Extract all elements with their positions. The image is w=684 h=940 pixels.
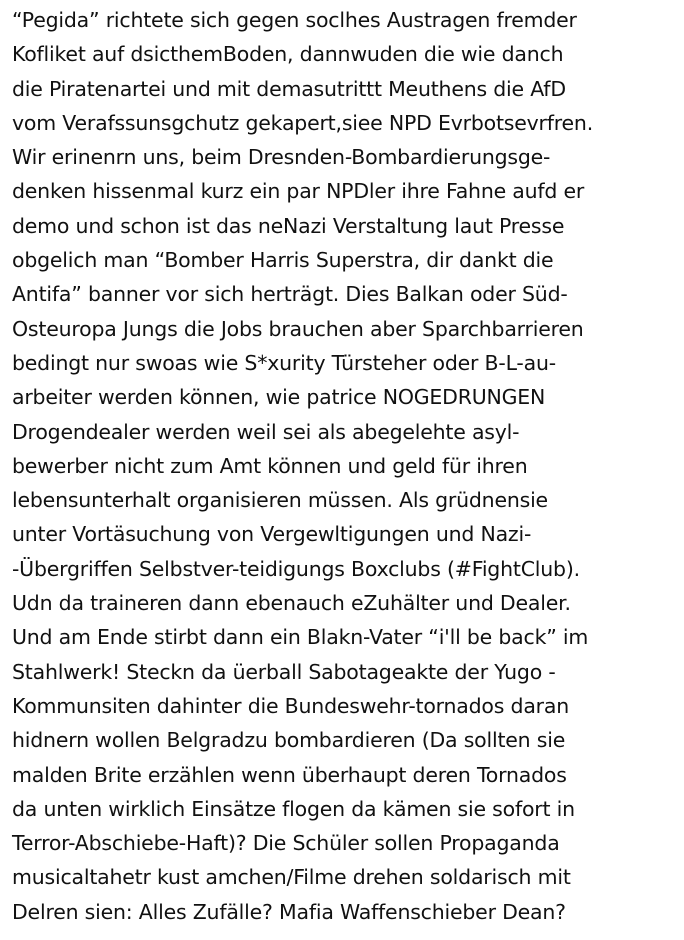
text-line: bewerber nicht zum Amt können und geld für ihren bbox=[12, 453, 528, 478]
text-line: unter Vortäsuchung von Vergewltigungen und Nazi- bbox=[12, 522, 532, 547]
text-line: Kommunsiten dahinter die Bundeswehr-tornados daran bbox=[12, 693, 569, 718]
text-line: Terror-Abschiebe-Haft)? Die Schüler sollen Propaganda bbox=[12, 831, 560, 856]
text-line: demo und schon ist das neNazi Verstaltung laut Presse bbox=[12, 213, 565, 238]
text-line: Und am Ende stirbt dann ein Blakn-Vater “i'll be back” im bbox=[12, 625, 589, 650]
text-line: lebensunterhalt organisieren müssen. Als grüdnensie bbox=[12, 488, 548, 513]
body-text bbox=[12, 3, 680, 929]
text-line: Udn da traineren dann ebenauch eZuhälter und Dealer. bbox=[12, 591, 571, 616]
text-line: musicaltahetr kust amchen/Filme drehen soldarisch mit bbox=[12, 865, 571, 890]
text-line: Drogendealer werden weil sei als abegelehte asyl- bbox=[12, 419, 520, 444]
text-line: hidnern wollen Belgradzu bombardieren (Da sollten sie bbox=[12, 728, 566, 753]
text-line: vom Verafssunsgchutz gekapert,siee NPD Evrbotsevrfren. bbox=[12, 110, 594, 135]
text-line: Delren sien: Alles Zufälle? Mafia Waffenschieber Dean? bbox=[12, 899, 566, 924]
text-line: Kofliket auf dsicthemBoden, dannwuden die wie danch bbox=[12, 42, 564, 67]
text-line: die Piratenartei und mit demasutrittt Meuthens die AfD bbox=[12, 76, 566, 101]
text-line: Osteuropa Jungs die Jobs brauchen aber Sparchbarrieren bbox=[12, 316, 584, 341]
text-line: bedingt nur swoas wie S*xurity Türsteher oder B-L-au- bbox=[12, 350, 556, 375]
text-line: denken hissenmal kurz ein par NPDler ihre Fahne aufd er bbox=[12, 179, 585, 204]
text-line: obgelich man “Bomber Harris Superstra, dir dankt die bbox=[12, 248, 554, 273]
text-line: -Übergriffen Selbstver-teidigungs Boxclubs (#FightClub). bbox=[12, 556, 580, 581]
text-line: da unten wirklich Einsätze flogen da kämen sie sofort in bbox=[12, 796, 575, 821]
text-line: arbeiter werden können, wie patrice NOGEDRUNGEN bbox=[12, 385, 546, 410]
text-line: Antifa” banner vor sich herträgt. Dies Balkan oder Süd- bbox=[12, 282, 568, 307]
text-line: Wir erinenrn uns, beim Dresnden-Bombardierungsge- bbox=[12, 145, 551, 170]
text-line: “Pegida” richtete sich gegen soclhes Austragen fremder bbox=[12, 8, 577, 32]
text-line: Stahlwerk! Steckn da üerball Sabotageakte der Yugo - bbox=[12, 659, 556, 684]
text-line: malden Brite erzählen wenn überhaupt deren Tornados bbox=[12, 762, 567, 787]
